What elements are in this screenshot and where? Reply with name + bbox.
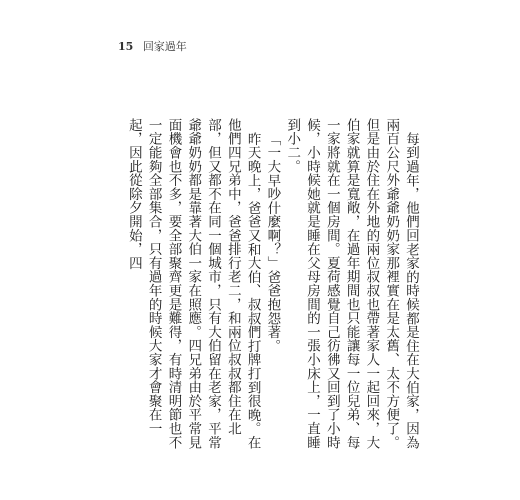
paragraph: 「一大早吵什麼啊？」爸爸抱怨著。 xyxy=(264,131,281,353)
running-header xyxy=(118,38,187,54)
body-text xyxy=(122,118,420,456)
page-number: 15 xyxy=(118,40,134,53)
running-title: 回家過年 xyxy=(142,40,187,53)
paragraph: 昨天晚上，爸爸又和大伯、叔叔們打牌打到很晚。在他們四兄弟中，爸爸排行老二，和兩位叔叔都住在北部，但又都不在同一個城市，只有大伯留在老家，平常爺爺奶奶都是靠著大伯一家在照應。四兄弟由於平常見面機會也不多，要全部聚齊更是難得，有時清明節也不一定能夠全部集合，只有過年的時候大家才會聚在一起，因此從除夕開始，四 xyxy=(125,118,261,450)
paragraph: 每到過年，他們回老家的時候都是住在大伯家，因為兩百公尺外爺爺奶奶家那裡實在是太舊、太不方便了。但是由於住在外地的兩位叔叔也帶著家人一起回來，大伯家就算是寬敞，在過年期間也只能讓每一位兒弟、每一家將就在一個房間。夏荷感覺自己彷彿又回到了小時候，小時候她就是睡在父母房間的一張小床上，一直睡到小二。 xyxy=(284,118,419,450)
